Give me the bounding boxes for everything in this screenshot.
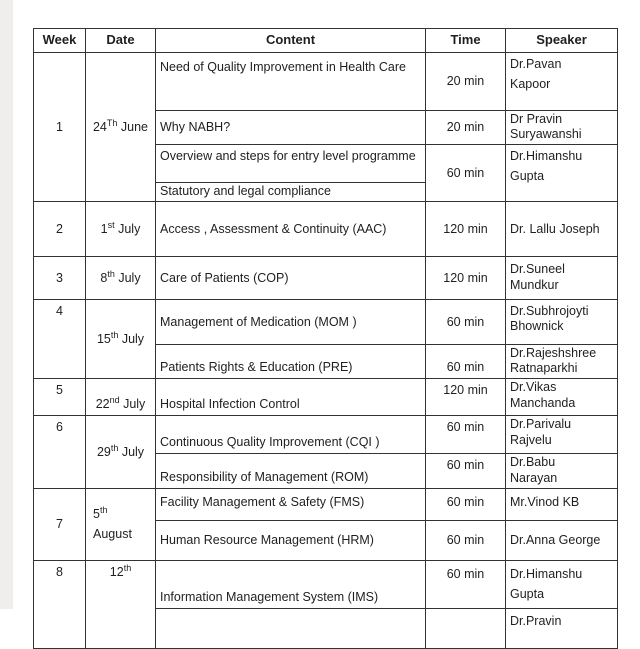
- page-margin: [0, 0, 13, 609]
- cell-week: 5: [34, 378, 86, 415]
- cell-speaker: Dr.Suneel Mundkur: [506, 256, 618, 299]
- cell-speaker: Dr.Vikas Manchanda: [506, 378, 618, 415]
- cell-time: 60 min: [426, 299, 506, 344]
- cell-date: 29th July: [86, 415, 156, 488]
- cell-speaker: Dr.Subhrojoyti Bhownick: [506, 299, 618, 344]
- cell-time: 60 min: [426, 453, 506, 488]
- cell-week: 2: [34, 201, 86, 256]
- cell-speaker: Dr Pravin Suryawanshi: [506, 110, 618, 144]
- table-row: [34, 256, 618, 299]
- cell-content: Overview and steps for entry level programme: [156, 145, 426, 183]
- header-row: [34, 29, 618, 53]
- cell-time: 60 min: [426, 415, 506, 453]
- cell-content: Patients Rights & Education (PRE): [156, 344, 426, 378]
- table-row: [34, 415, 618, 453]
- cell-date: 8th July: [86, 256, 156, 299]
- header-speaker: Speaker: [506, 29, 618, 53]
- cell-speaker: Dr.Pavan Kapoor: [506, 52, 618, 110]
- header-date: Date: [86, 29, 156, 53]
- schedule-table: [33, 28, 618, 649]
- cell-speaker: Dr.Himanshu Gupta: [506, 145, 618, 202]
- cell-date: 22nd July: [86, 378, 156, 415]
- cell-date: 1st July: [86, 201, 156, 256]
- cell-speaker: Dr.Pravin: [506, 608, 618, 648]
- cell-week: 1: [34, 52, 86, 201]
- table-row: [34, 488, 618, 520]
- cell-week: 4: [34, 299, 86, 378]
- cell-content: Why NABH?: [156, 110, 426, 144]
- table-row: [34, 52, 618, 110]
- cell-content: Continuous Quality Improvement (CQI ): [156, 415, 426, 453]
- cell-time: 120 min: [426, 201, 506, 256]
- cell-time: 60 min: [426, 560, 506, 608]
- cell-content: Access , Assessment & Continuity (AAC): [156, 201, 426, 256]
- cell-speaker: Dr.Rajeshshree Ratnaparkhi: [506, 344, 618, 378]
- cell-time: [426, 608, 506, 648]
- table-row: [34, 201, 618, 256]
- cell-time: 120 min: [426, 378, 506, 415]
- table-row: [34, 299, 618, 344]
- table-row: [34, 560, 618, 608]
- cell-date: 24Th June: [86, 52, 156, 201]
- header-week: Week: [34, 29, 86, 53]
- cell-speaker: Dr.Himanshu Gupta: [506, 560, 618, 608]
- cell-date: 5th August: [86, 488, 156, 560]
- cell-week: 6: [34, 415, 86, 488]
- cell-speaker: Dr.Anna George: [506, 520, 618, 560]
- cell-content: [156, 608, 426, 648]
- table-row: [34, 378, 618, 415]
- cell-speaker: Dr.Babu Narayan: [506, 453, 618, 488]
- header-time: Time: [426, 29, 506, 53]
- cell-content: Responsibility of Management (ROM): [156, 453, 426, 488]
- cell-time: 120 min: [426, 256, 506, 299]
- cell-date: 12th: [86, 560, 156, 648]
- cell-content: Information Management System (IMS): [156, 560, 426, 608]
- cell-content: Need of Quality Improvement in Health Care: [156, 52, 426, 110]
- cell-week: 3: [34, 256, 86, 299]
- cell-time: 60 min: [426, 488, 506, 520]
- cell-week: 8: [34, 560, 86, 648]
- cell-speaker: Dr.Parivalu Rajvelu: [506, 415, 618, 453]
- cell-time: 60 min: [426, 145, 506, 202]
- cell-content: Human Resource Management (HRM): [156, 520, 426, 560]
- header-content: Content: [156, 29, 426, 53]
- cell-content: Statutory and legal compliance: [156, 183, 426, 202]
- cell-time: 20 min: [426, 110, 506, 144]
- cell-date: 15th July: [86, 299, 156, 378]
- cell-content: Facility Management & Safety (FMS): [156, 488, 426, 520]
- cell-content: Management of Medication (MOM ): [156, 299, 426, 344]
- cell-content: Hospital Infection Control: [156, 378, 426, 415]
- cell-time: 60 min: [426, 520, 506, 560]
- cell-speaker: Dr. Lallu Joseph: [506, 201, 618, 256]
- cell-content: Care of Patients (COP): [156, 256, 426, 299]
- cell-time: 60 min: [426, 344, 506, 378]
- cell-time: 20 min: [426, 52, 506, 110]
- cell-speaker: Mr.Vinod KB: [506, 488, 618, 520]
- cell-week: 7: [34, 488, 86, 560]
